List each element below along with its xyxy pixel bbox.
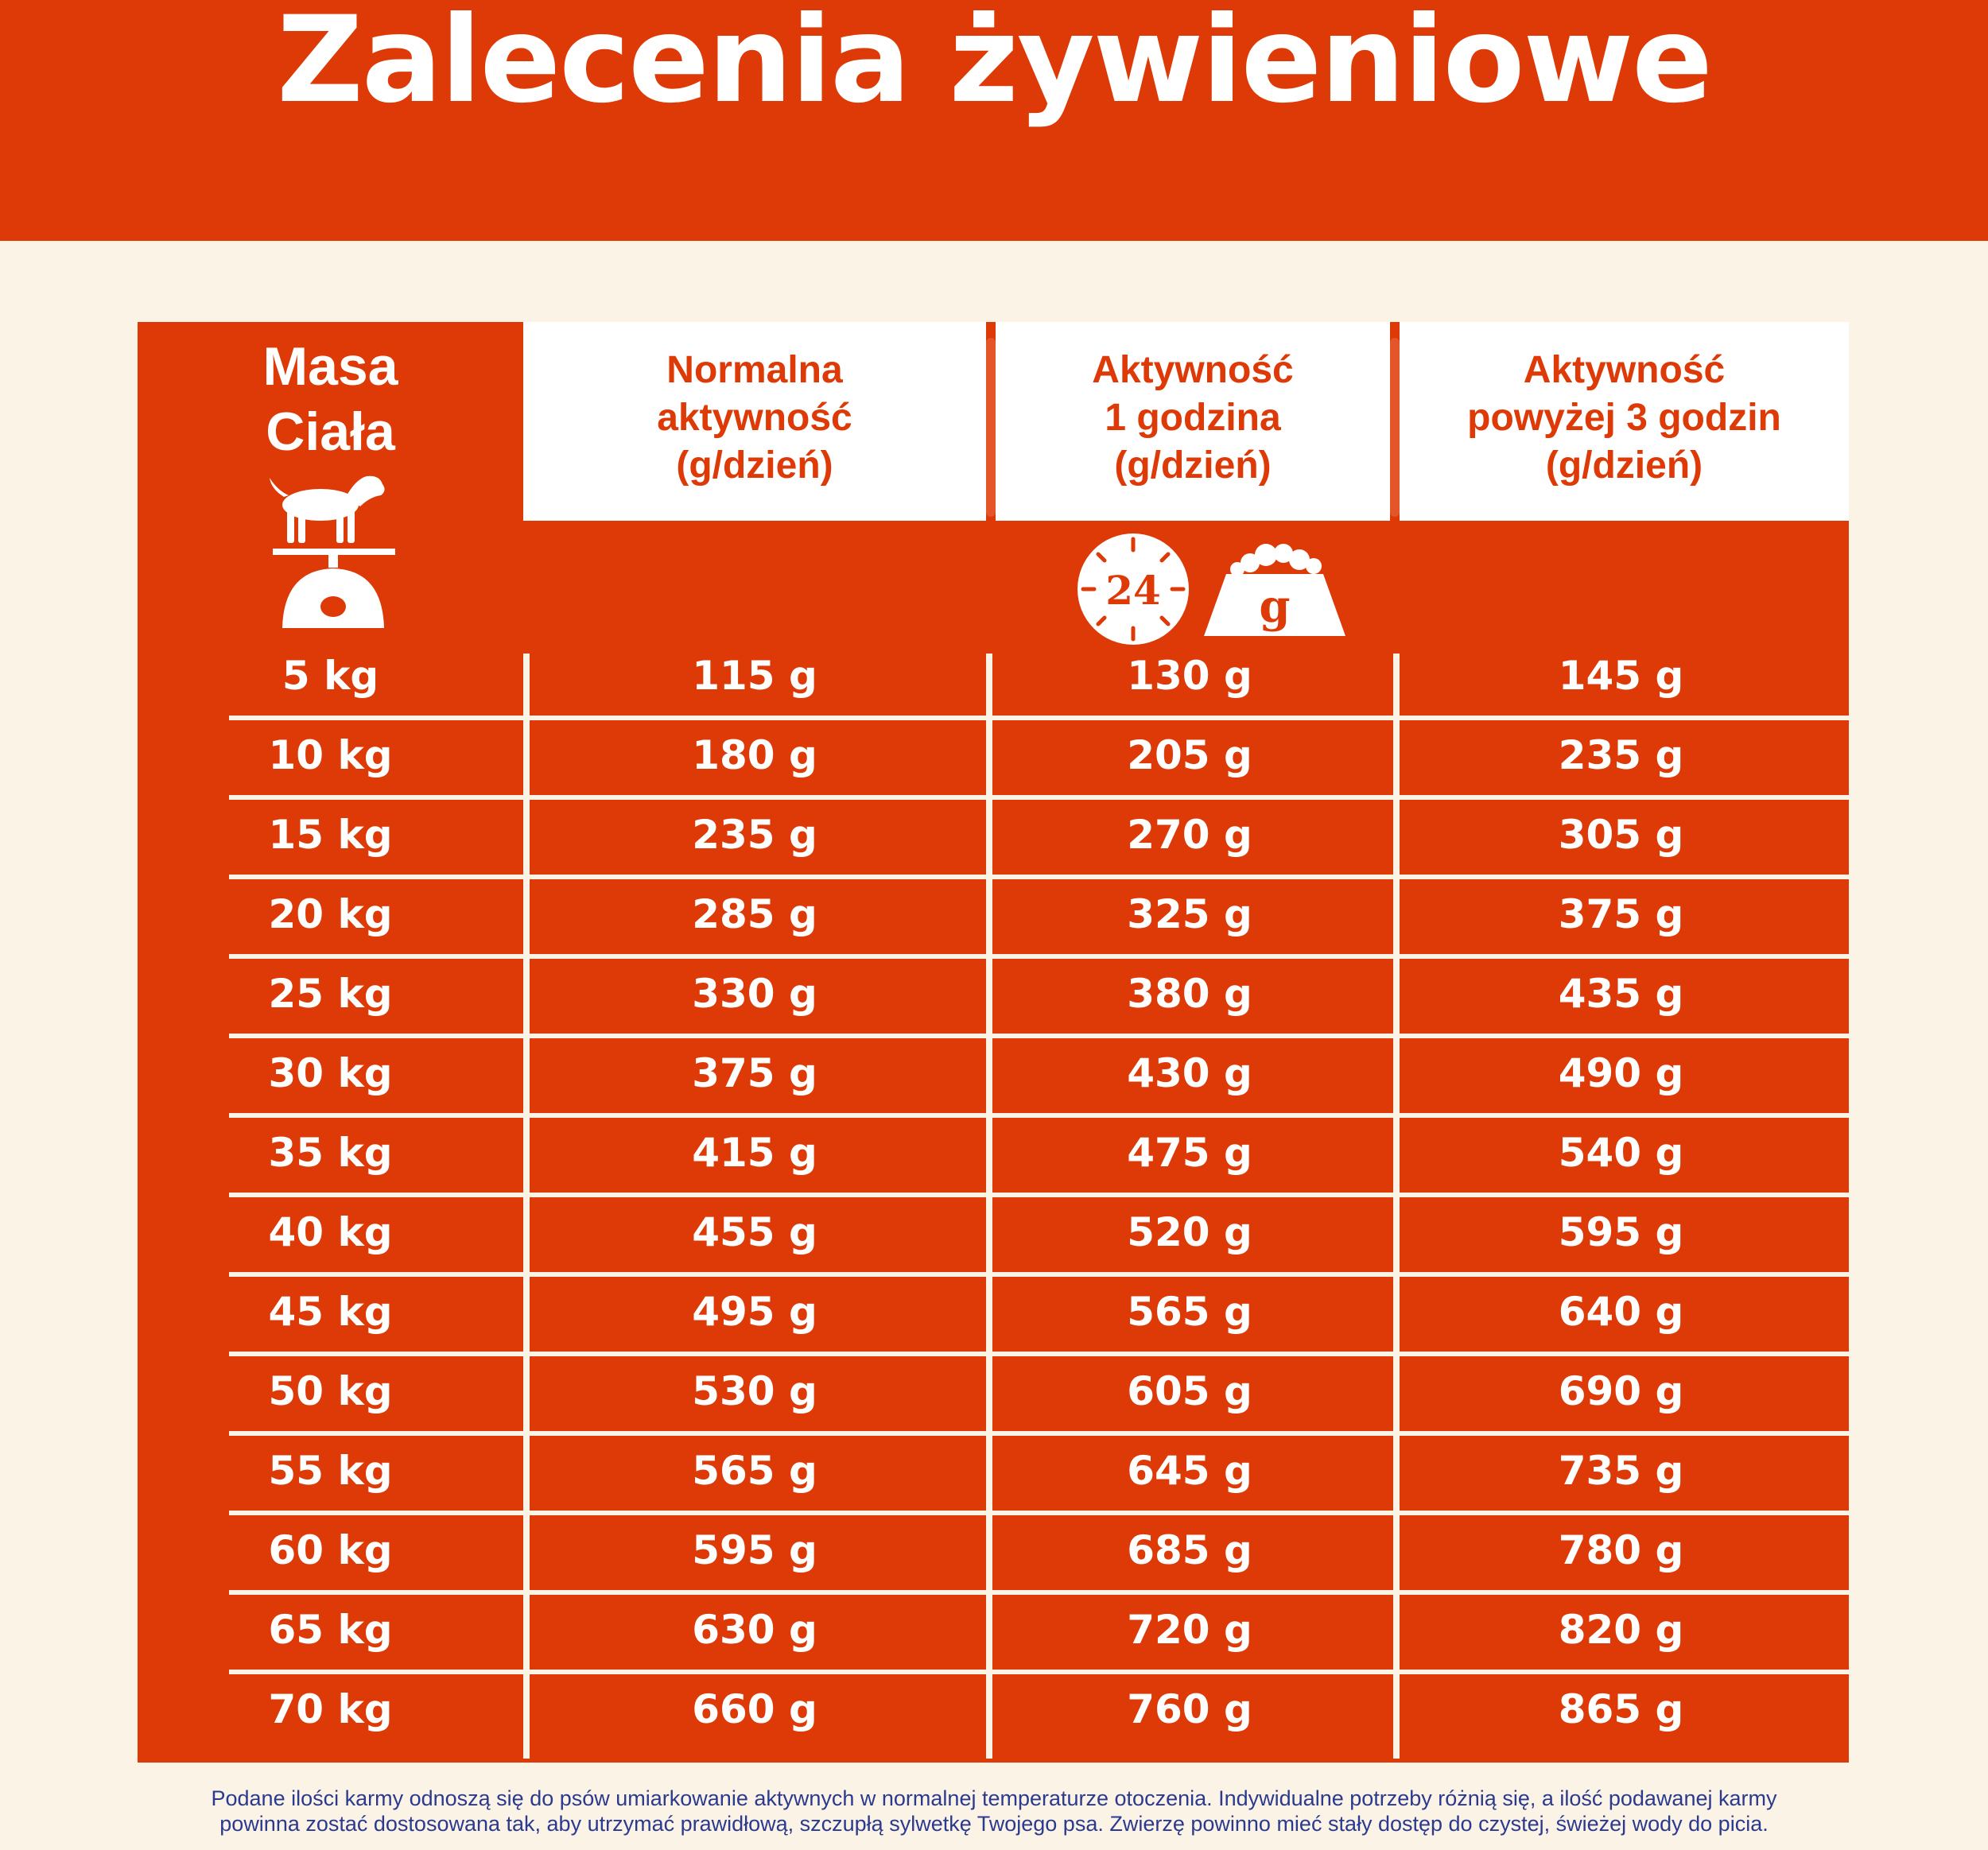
header-line: (g/dzień) bbox=[676, 444, 833, 487]
cell-active3h: 305 g bbox=[1558, 812, 1684, 858]
column-header-mass bbox=[138, 334, 523, 464]
row-divider bbox=[229, 795, 1849, 800]
bowl-label: g bbox=[1259, 580, 1291, 633]
row-divider bbox=[229, 1113, 1849, 1118]
row-divider bbox=[229, 1193, 1849, 1197]
header-line: Normalna bbox=[666, 349, 843, 391]
cell-active3h: 435 g bbox=[1558, 971, 1684, 1017]
cell-active3h: 145 g bbox=[1558, 653, 1684, 699]
cell-mass: 40 kg bbox=[268, 1209, 393, 1255]
title-banner bbox=[0, 0, 1988, 241]
row-divider bbox=[229, 1590, 1849, 1595]
cell-normal: 495 g bbox=[692, 1289, 817, 1335]
cell-active1h: 520 g bbox=[1127, 1209, 1252, 1255]
cell-active3h: 540 g bbox=[1558, 1130, 1684, 1176]
header-line: (g/dzień) bbox=[1545, 444, 1703, 487]
cell-normal: 415 g bbox=[692, 1130, 817, 1176]
cell-mass: 35 kg bbox=[268, 1130, 393, 1176]
cell-normal: 565 g bbox=[692, 1448, 817, 1494]
cell-mass: 70 kg bbox=[268, 1686, 393, 1732]
cell-normal: 115 g bbox=[692, 653, 817, 699]
cell-mass: 30 kg bbox=[268, 1050, 393, 1096]
cell-mass: 55 kg bbox=[268, 1448, 393, 1494]
cell-mass: 50 kg bbox=[268, 1368, 393, 1414]
cell-active3h: 640 g bbox=[1558, 1289, 1684, 1335]
row-divider bbox=[229, 716, 1849, 720]
row-divider bbox=[229, 954, 1849, 959]
cell-active3h: 690 g bbox=[1558, 1368, 1684, 1414]
food-bowl-icon bbox=[1202, 542, 1347, 641]
clock-24-icon bbox=[1075, 531, 1191, 650]
row-divider bbox=[229, 875, 1849, 879]
footnote-line: Podane ilości karmy odnoszą się do psów umiarkowanie aktywnych w normalnej temperaturze otoczenia. Indywidualne potrzeby różnią się, a ilość podawanej karmy bbox=[211, 1786, 1777, 1810]
cell-mass: 45 kg bbox=[268, 1289, 393, 1335]
cell-normal: 660 g bbox=[692, 1686, 817, 1732]
cell-mass: 25 kg bbox=[268, 971, 393, 1017]
cell-mass: 65 kg bbox=[268, 1607, 393, 1653]
row-divider bbox=[229, 1352, 1849, 1356]
cell-active1h: 685 g bbox=[1127, 1527, 1252, 1573]
clock-label: 24 bbox=[1105, 567, 1161, 614]
header-line: powyżej 3 godzin bbox=[1467, 397, 1781, 439]
cell-mass: 20 kg bbox=[268, 891, 393, 937]
header-line: Ciała bbox=[266, 401, 395, 462]
cell-normal: 455 g bbox=[692, 1209, 817, 1255]
row-divider bbox=[229, 1431, 1849, 1436]
cell-active1h: 380 g bbox=[1127, 971, 1252, 1017]
cell-active1h: 430 g bbox=[1127, 1050, 1252, 1096]
header-line: 1 godzina bbox=[1105, 397, 1281, 439]
cell-active3h: 490 g bbox=[1558, 1050, 1684, 1096]
cell-normal: 180 g bbox=[692, 732, 817, 778]
cell-mass: 15 kg bbox=[268, 812, 393, 858]
footnote-line: powinna zostać dostosowana tak, aby utrzymać prawidłową, szczupłą sylwetkę Twojego psa. Zwierzę powinno mieć stały dostęp do czystej, świeżej wody do picia. bbox=[219, 1812, 1769, 1836]
header-divider bbox=[1390, 338, 1400, 517]
cell-active1h: 325 g bbox=[1127, 891, 1252, 937]
cell-normal: 530 g bbox=[692, 1368, 817, 1414]
cell-active3h: 735 g bbox=[1558, 1448, 1684, 1494]
cell-active1h: 760 g bbox=[1127, 1686, 1252, 1732]
cell-active1h: 475 g bbox=[1127, 1130, 1252, 1176]
cell-mass: 60 kg bbox=[268, 1527, 393, 1573]
cell-active3h: 235 g bbox=[1558, 732, 1684, 778]
dog-on-scale-icon bbox=[266, 473, 402, 635]
cell-active1h: 205 g bbox=[1127, 732, 1252, 778]
header-line: Aktywność bbox=[1523, 349, 1726, 391]
cell-active1h: 720 g bbox=[1127, 1607, 1252, 1653]
cell-active1h: 130 g bbox=[1127, 653, 1252, 699]
header-line: (g/dzień) bbox=[1114, 444, 1272, 487]
cell-active3h: 820 g bbox=[1558, 1607, 1684, 1653]
page-title: Zalecenia żywieniowe bbox=[277, 0, 1711, 130]
header-divider bbox=[986, 338, 996, 517]
cell-active3h: 865 g bbox=[1558, 1686, 1684, 1732]
cell-normal: 330 g bbox=[692, 971, 817, 1017]
cell-active1h: 565 g bbox=[1127, 1289, 1252, 1335]
row-divider bbox=[229, 1670, 1849, 1674]
cell-active1h: 270 g bbox=[1127, 812, 1252, 858]
header-line: aktywność bbox=[657, 397, 852, 439]
column-header-active1h bbox=[996, 347, 1390, 490]
row-divider bbox=[229, 1511, 1849, 1515]
cell-active3h: 595 g bbox=[1558, 1209, 1684, 1255]
footnote bbox=[103, 1786, 1885, 1836]
header-line: Aktywność bbox=[1092, 349, 1294, 391]
column-header-normal bbox=[523, 347, 986, 490]
cell-normal: 235 g bbox=[692, 812, 817, 858]
cell-active3h: 780 g bbox=[1558, 1527, 1684, 1573]
cell-normal: 375 g bbox=[692, 1050, 817, 1096]
cell-normal: 630 g bbox=[692, 1607, 817, 1653]
cell-active3h: 375 g bbox=[1558, 891, 1684, 937]
row-divider bbox=[229, 1272, 1849, 1277]
cell-normal: 595 g bbox=[692, 1527, 817, 1573]
cell-active1h: 645 g bbox=[1127, 1448, 1252, 1494]
column-header-active3h bbox=[1400, 347, 1849, 490]
cell-mass: 10 kg bbox=[268, 732, 393, 778]
cell-normal: 285 g bbox=[692, 891, 817, 937]
cell-mass: 5 kg bbox=[282, 653, 379, 699]
row-divider bbox=[229, 1034, 1849, 1038]
cell-active1h: 605 g bbox=[1127, 1368, 1252, 1414]
header-line: Masa bbox=[262, 336, 398, 397]
